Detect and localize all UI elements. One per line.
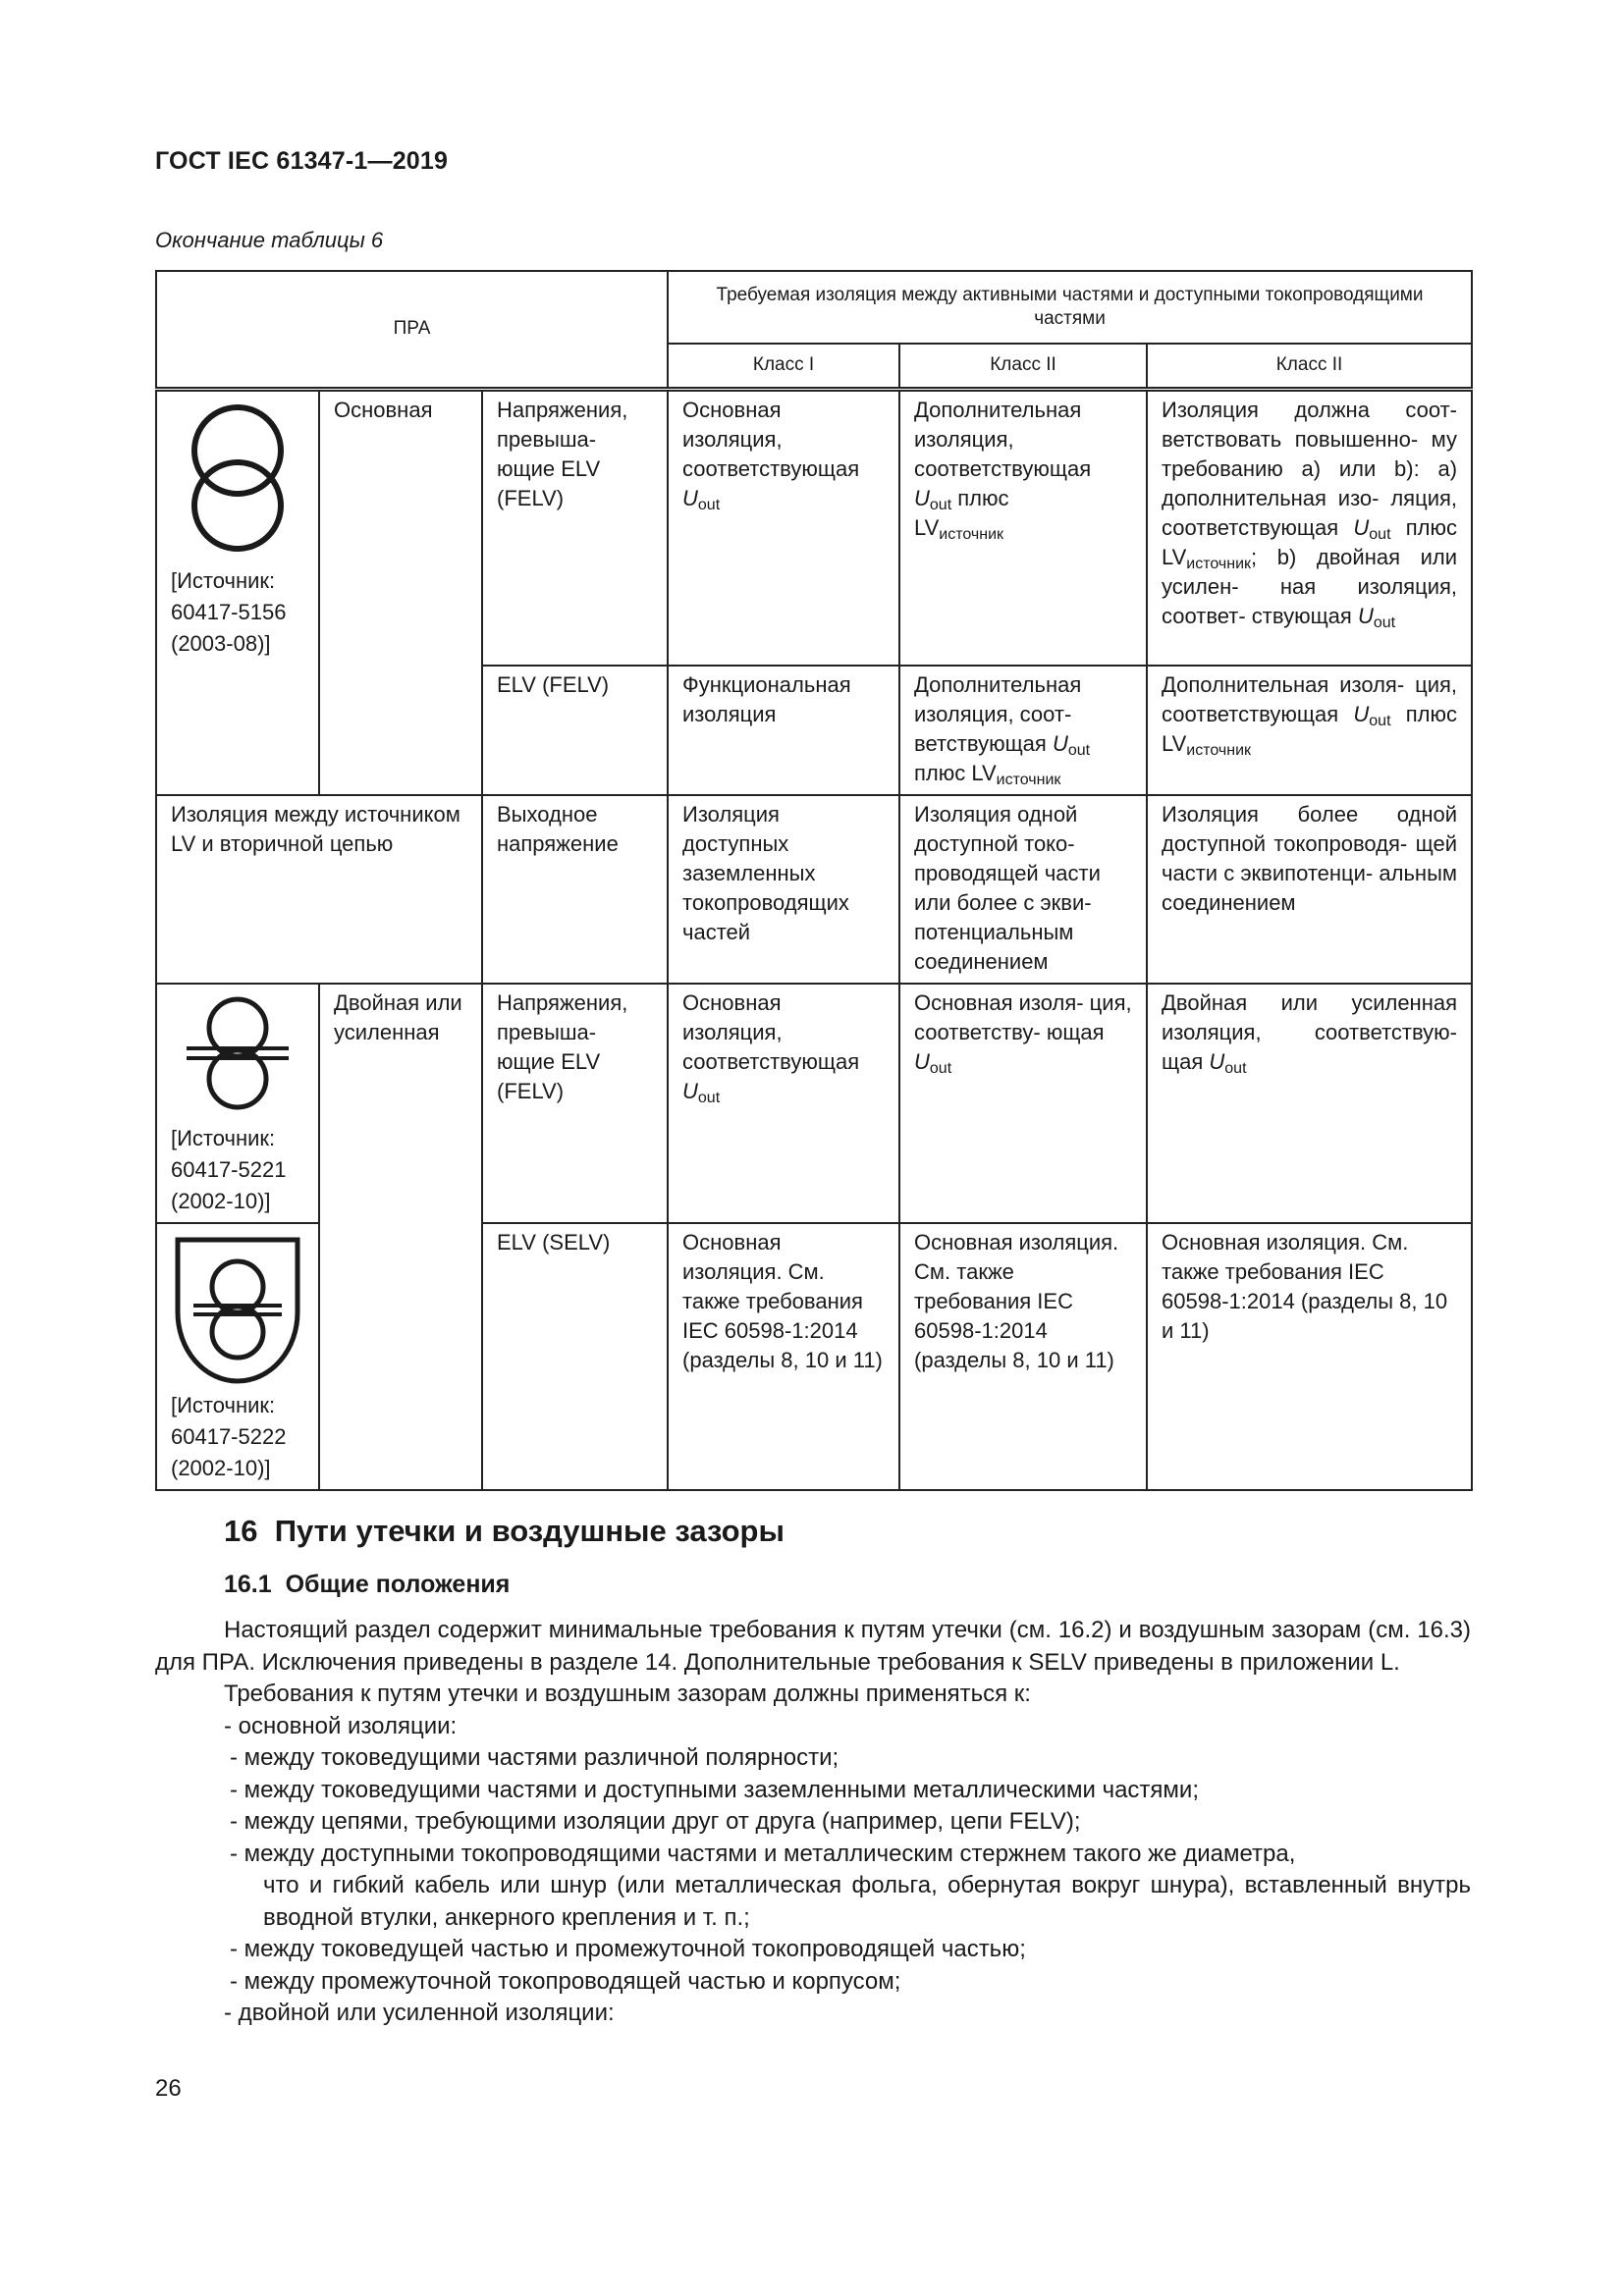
symbol-cell-double — [156, 984, 319, 1223]
class2b-cell: Изоляция более одной доступной токопроводя- щей части с эквипотенци- альным соединением — [1147, 795, 1472, 984]
source-date: (2002-10)] — [171, 1189, 271, 1213]
list-item: - между промежуточной токопроводящей частью и корпусом; — [230, 1967, 901, 1995]
class2-cell: Изоляция одной доступной токо- проводящей части или более с экви- потенциальным соединением — [899, 795, 1147, 984]
source-code: 60417-5221 — [171, 1157, 287, 1182]
header-required-insulation: Требуемая изоляция между активными частями и доступными токопроводящими частями — [668, 271, 1472, 344]
class2-cell: Основная изоляция. См. также требования IEC 60598-1:2014 (разделы 8, 10 и 11) — [899, 1223, 1147, 1490]
class1-cell: Функциональная изоляция — [668, 666, 899, 795]
section-body — [155, 1615, 1471, 2030]
class1-cell: Изоляция доступных заземленных токопроводящих частей — [668, 795, 899, 984]
class2b-cell: Дополнительная изоля- ция, соответствующая $U_{out}$ плюс $LV_{источник}$ — [1147, 666, 1472, 795]
header-class-2a: Класс II — [899, 344, 1147, 389]
source-label: [Источник: — [171, 1126, 276, 1150]
section-number: 16 — [224, 1514, 258, 1548]
symbol-cell-selv — [156, 1223, 319, 1490]
transformer-symbol-icon — [189, 401, 287, 555]
lv-secondary-insulation-label: Изоляция между источником LV и вторичной цепью — [156, 795, 482, 984]
section-16-heading — [224, 1514, 785, 1549]
class2-cell: Дополнительная изоляция, соответствующая $U_{out}$ плюс $LV_{источник}$ — [899, 389, 1147, 666]
safety-isolating-transformer-icon — [179, 994, 297, 1116]
document-standard-header: ГОСТ IEC 61347-1—2019 — [155, 147, 449, 175]
page-number: 26 — [155, 2075, 182, 2102]
insulation-type-basic: Основная — [319, 389, 482, 795]
insulation-type-double: Двойная или усиленная — [319, 984, 482, 1490]
paragraph: Настоящий раздел содержит минимальные требования к путям утечки (см. 16.2) и воздушным зазорам (см. 16.3) для ПРА. Исключения приведены в разделе 14. Дополнительные требования к SELV приведены в приложении L. — [155, 1617, 1471, 1676]
list-item: - между цепями, требующими изоляции друг от друга (например, цепи FELV); — [230, 1808, 1081, 1835]
source-code: 60417-5222 — [171, 1424, 287, 1449]
voltage-elv-selv: ELV (SELV) — [482, 1223, 668, 1490]
list-item: - между токоведущими частями различной полярности; — [230, 1744, 839, 1771]
class2b-cell: Двойная или усиленная изоляция, соответствую- щая $U_{out}$ — [1147, 984, 1472, 1223]
selv-transformer-shield-icon — [172, 1234, 303, 1387]
source-label: [Источник: — [171, 1393, 276, 1417]
voltage-output: Выходное напряжение — [482, 795, 668, 984]
header-class-1: Класс I — [668, 344, 899, 389]
source-label: [Источник: — [171, 567, 276, 593]
list-item-continued: что и гибкий кабель или шнур (или металлическая фольга, обернутая вокруг шнура), вставленный внутрь вводной втулки, анкерного крепления и т. п.; — [263, 1872, 1471, 1931]
class1-cell: Основная изоляция, соответствующая $U_{out}$ — [668, 389, 899, 666]
class2-cell: Основная изоля- ция, соответству- ющая $U_{out}$ — [899, 984, 1147, 1223]
section-number: 16.1 — [224, 1571, 272, 1598]
class2b-cell: Основная изоляция. См. также требования IEC 60598-1:2014 (разделы 8, 10 и 11) — [1147, 1223, 1472, 1490]
list-item: - основной изоляции: — [224, 1712, 458, 1739]
paragraph: Требования к путям утечки и воздушным зазорам должны применяться к: — [224, 1681, 1031, 1707]
list-item: - между доступными токопроводящими частями и металлическим стержнем такого же диаметра, — [230, 1840, 1296, 1867]
source-code: 60417-5156 — [171, 599, 287, 624]
header-class-2b: Класс II — [1147, 344, 1472, 389]
voltage-above-elv: Напряжения, превыша- ющие ELV (FELV) — [482, 389, 668, 666]
source-date: (2003-08)] — [171, 630, 271, 656]
insulation-table — [155, 270, 1473, 1491]
class1-cell: Основная изоляция. См. также требования IEC 60598-1:2014 (разделы 8, 10 и 11) — [668, 1223, 899, 1490]
header-pra: ПРА — [156, 271, 668, 389]
voltage-elv-felv: ELV (FELV) — [482, 666, 668, 795]
section-title: Пути утечки и воздушные зазоры — [274, 1514, 785, 1548]
list-item: - между токоведущей частью и промежуточной токопроводящей частью; — [230, 1936, 1026, 1962]
class1-cell: Основная изоляция, соответствующая $U_{out}$ — [668, 984, 899, 1223]
list-item: - между токоведущими частями и доступными заземленными металлическими частями; — [230, 1776, 1199, 1803]
class2-cell: Дополнительная изоляция, соот- ветствующая $U_{out}$ плюс $LV_{источник}$ — [899, 666, 1147, 795]
symbol-cell-basic — [156, 389, 319, 795]
table-caption: Окончание таблицы 6 — [155, 228, 384, 252]
section-title: Общие положения — [285, 1571, 511, 1598]
section-16-1-heading — [224, 1571, 510, 1599]
voltage-above-elv: Напряжения, превыша- ющие ELV (FELV) — [482, 984, 668, 1223]
source-date: (2002-10)] — [171, 1456, 271, 1480]
class2b-cell: Изоляция должна соот- ветствовать повышенно- му требованию а) или b): а) дополнительная изо- ляция, соответствующая $U_{out}$ плюс $LV_{источник}$; b) двойная или усилен- ная изоляция, соответ- ствующая $U_{out}$ — [1147, 389, 1472, 666]
list-item: - двойной или усиленной изоляции: — [224, 2000, 615, 2026]
